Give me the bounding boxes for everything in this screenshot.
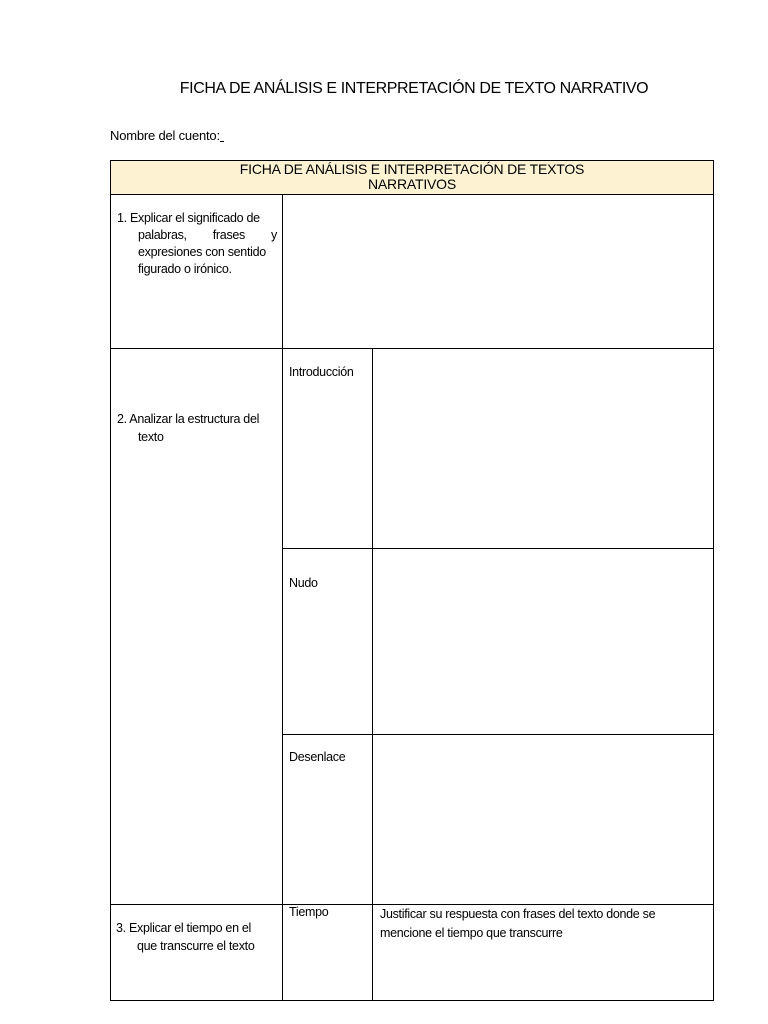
answer-1-area[interactable]: [283, 195, 713, 348]
desenlace-answer-area[interactable]: [373, 735, 713, 904]
question-2-line1: 2. Analizar la estructura del: [117, 412, 260, 426]
tiempo-instruction: Justificar su respuesta con frases del texto donde se mencione el tiempo que transcurre: [380, 907, 656, 940]
table-header-line2: NARRATIVOS: [368, 176, 456, 192]
tiempo-label: Tiempo: [289, 905, 329, 919]
table-header-line1: FICHA DE ANÁLISIS E INTERPRETACIÓN DE TEXTOS: [239, 161, 585, 177]
intro-label: Introducción: [289, 365, 354, 379]
story-name-label: Nombre del cuento:: [110, 128, 220, 143]
table-header: [110, 160, 714, 195]
table-border-left: [110, 194, 111, 1001]
desenlace-label: Desenlace: [289, 750, 346, 764]
question-3-line2: que transcurre el texto: [137, 939, 255, 953]
question-1: [117, 210, 277, 278]
story-name-field[interactable]: [110, 128, 224, 143]
question-1-line3: expresiones con sentido: [138, 245, 266, 259]
question-2: [117, 410, 279, 446]
question-2-line2: texto: [138, 430, 164, 444]
nudo-label: Nudo: [289, 576, 318, 590]
page-title: FICHA DE ANÁLISIS E INTERPRETACIÓN DE TEXTO NARRATIVO: [179, 80, 649, 97]
question-3: [116, 919, 278, 955]
question-1-line2: palabras, frases y: [138, 228, 277, 242]
story-name-blank[interactable]: [220, 130, 224, 142]
intro-answer-area[interactable]: [373, 349, 713, 548]
question-1-line1: 1. Explicar el significado de: [117, 211, 260, 225]
nudo-answer-area[interactable]: [373, 549, 713, 734]
table-border-right: [713, 194, 714, 1001]
table-border-bottom: [110, 1000, 714, 1001]
question-1-line4: figurado o irónico.: [138, 262, 232, 276]
question-3-line1: 3. Explicar el tiempo en el: [116, 921, 252, 935]
